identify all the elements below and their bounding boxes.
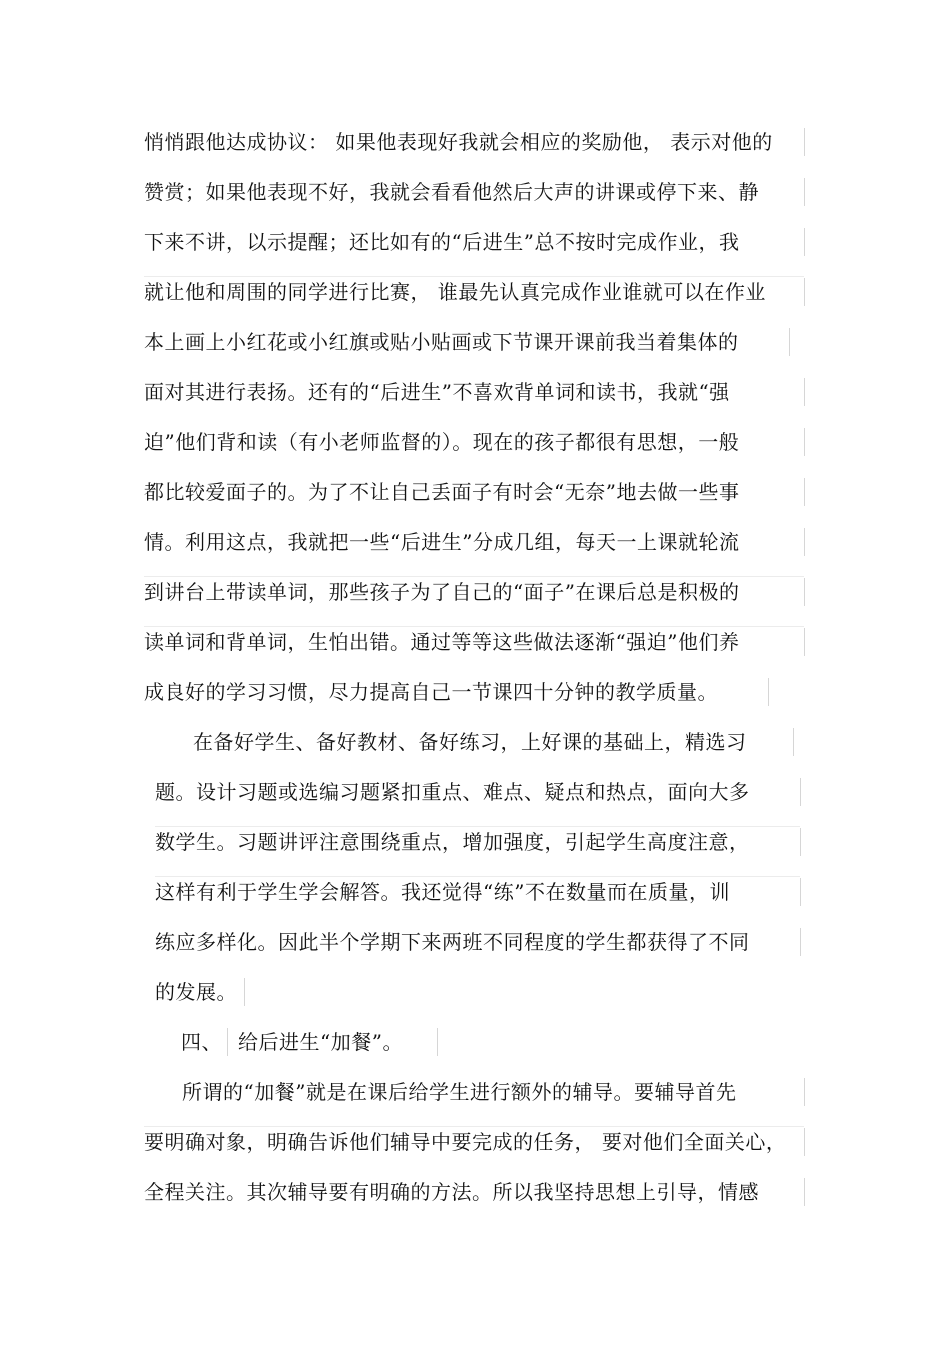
section-heading: 给后进生“加餐”。 <box>238 1030 403 1054</box>
text-line: 迫”他们背和读（有小老师监督的）。现在的孩子都很有思想，一般 <box>144 430 740 454</box>
margin-rule <box>804 578 805 606</box>
text-line: 的发展。 <box>155 980 237 1004</box>
text-line: 题。设计习题或选编习题紧扣重点、难点、疑点和热点，面向大多 <box>155 780 750 804</box>
margin-rule <box>804 128 805 156</box>
faint-rule <box>144 276 804 277</box>
margin-rule <box>804 478 805 506</box>
text-line: 在备好学生、备好教材、备好练习，上好课的基础上，精选习 <box>193 730 747 754</box>
text-line: 就让他和周围的同学进行比赛， 谁最先认真完成作业谁就可以在作业 <box>144 280 766 304</box>
text-line: 赞赏；如果他表现不好，我就会看看他然后大声的讲课或停下来、静 <box>144 180 759 204</box>
margin-rule <box>804 1078 805 1106</box>
text-line: 悄悄跟他达成协议： 如果他表现好我就会相应的奖励他， 表示对他的 <box>144 130 773 154</box>
margin-rule <box>437 1028 438 1056</box>
faint-rule <box>155 826 800 827</box>
margin-rule <box>804 528 805 556</box>
margin-rule <box>800 928 801 956</box>
margin-rule <box>804 428 805 456</box>
margin-rule <box>768 678 769 706</box>
text-line: 读单词和背单词，生怕出错。通过等等这些做法逐渐“强迫”他们养 <box>144 630 740 654</box>
faint-rule <box>155 876 800 877</box>
margin-rule <box>800 878 801 906</box>
text-line: 面对其进行表扬。还有的“后进生”不喜欢背单词和读书，我就“强 <box>144 380 730 404</box>
text-line: 练应多样化。因此半个学期下来两班不同程度的学生都获得了不同 <box>155 930 750 954</box>
margin-rule <box>804 378 805 406</box>
margin-rule <box>804 1178 805 1206</box>
margin-rule <box>793 728 794 756</box>
text-line: 下来不讲，以示提醒；还比如有的“后进生”总不按时完成作业，我 <box>144 230 740 254</box>
faint-rule <box>144 1126 804 1127</box>
margin-rule <box>800 828 801 856</box>
text-line: 数学生。习题讲评注意围绕重点，增加强度，引起学生高度注意， <box>155 830 750 854</box>
section-number: 四、 <box>181 1030 222 1054</box>
margin-rule <box>804 1128 805 1156</box>
margin-rule <box>804 228 805 256</box>
text-line: 本上画上小红花或小红旗或贴小贴画或下节课开课前我当着集体的 <box>144 330 739 354</box>
margin-rule <box>789 328 790 356</box>
text-line: 都比较爱面子的。为了不让自己丢面子有时会“无奈”地去做一些事 <box>144 480 740 504</box>
margin-rule <box>227 1028 228 1056</box>
text-line: 全程关注。其次辅导要有明确的方法。所以我坚持思想上引导，情感 <box>144 1180 759 1204</box>
faint-rule <box>144 576 804 577</box>
text-line: 成良好的学习习惯，尽力提高自己一节课四十分钟的教学质量。 <box>144 680 718 704</box>
margin-rule <box>804 628 805 656</box>
text-line: 要明确对象，明确告诉他们辅导中要完成的任务， 要对他们全面关心， <box>144 1130 787 1154</box>
margin-rule <box>800 778 801 806</box>
margin-rule <box>244 978 245 1006</box>
text-line: 所谓的“加餐”就是在课后给学生进行额外的辅导。要辅导首先 <box>182 1080 737 1104</box>
text-line: 情。利用这点，我就把一些“后进生”分成几组，每天一上课就轮流 <box>144 530 740 554</box>
margin-rule <box>804 178 805 206</box>
text-line: 到讲台上带读单词，那些孩子为了自己的“面子”在课后总是积极的 <box>144 580 740 604</box>
faint-rule <box>144 626 804 627</box>
text-line: 这样有利于学生学会解答。我还觉得“练”不在数量而在质量，训 <box>155 880 730 904</box>
margin-rule <box>804 278 805 306</box>
